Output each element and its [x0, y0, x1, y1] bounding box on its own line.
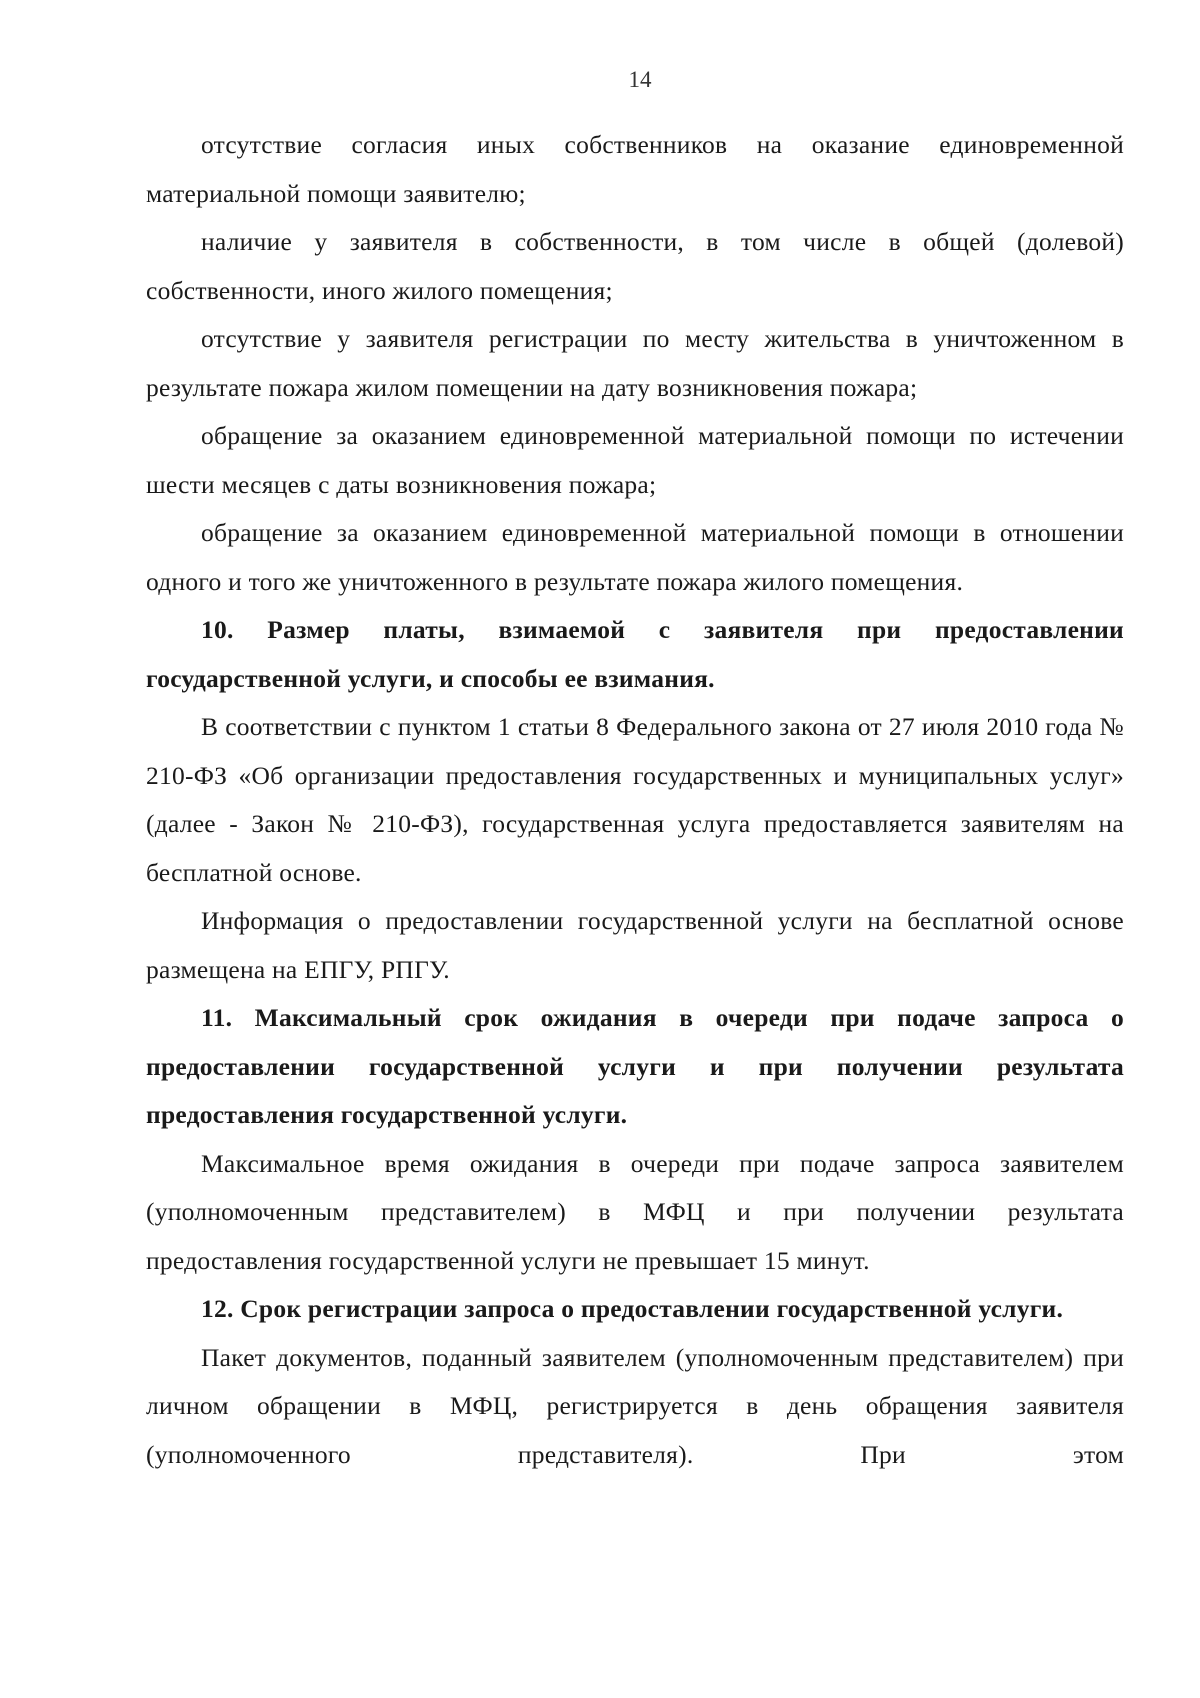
refusal-ground-other-housing: наличие у заявителя в собственности, в том числе в общей (долевой) собственности, иного жилого помещения;	[146, 227, 1124, 305]
section-12-paragraph-1: Пакет документов, поданный заявителем (уполномоченным представителем) при личном обращении в МФЦ, регистрируется в день обращения заявителя (уполномоченного представителя). При этом	[146, 1342, 1124, 1469]
section-11-heading: 11. Максимальный срок ожидания в очереди при подаче запроса о предоставлении государственной услуги и при получении результата предоставления государственной услуги.	[146, 1003, 1124, 1129]
refusal-ground-deadline-expired: обращение за оказанием единовременной материальной помощи по истечении шести месяцев с даты возникновения пожара;	[146, 421, 1124, 499]
section-10-heading: 10. Размер платы, взимаемой с заявителя при предоставлении государственной услуги, и способы ее взимания.	[146, 615, 1124, 693]
page-number: 14	[628, 67, 652, 92]
section-11-paragraph-1: Максимальное время ожидания в очереди при подаче запроса заявителем (уполномоченным представителем) в МФЦ и при получении результата предоставления государственной услуги не превышает 15 минут.	[146, 1148, 1124, 1275]
section-10-paragraph-1: В соответствии с пунктом 1 статьи 8 Федерального закона от 27 июля 2010 года № 210-ФЗ «Об организации предоставления государственных и муниципальных услуг» (далее - Закон № 210-ФЗ), государственная услуга предоставляется заявителям на бесплатной основе.	[146, 712, 1124, 887]
document-body	[146, 121, 1124, 1479]
section-10-paragraph-2: Информация о предоставлении государственной услуги на бесплатной основе размещена на ЕПГУ, РПГУ.	[146, 906, 1124, 984]
refusal-ground-no-consent: отсутствие согласия иных собственников на оказание единовременной материальной помощи заявителю;	[146, 130, 1124, 208]
section-12-heading: 12. Срок регистрации запроса о предоставлении государственной услуги.	[201, 1294, 1064, 1323]
refusal-ground-repeat-request: обращение за оказанием единовременной материальной помощи в отношении одного и того же уничтоженного в результате пожара жилого помещения.	[146, 518, 1124, 596]
refusal-ground-no-registration: отсутствие у заявителя регистрации по месту жительства в уничтоженном в результате пожара жилом помещении на дату возникновения пожара;	[146, 324, 1124, 402]
